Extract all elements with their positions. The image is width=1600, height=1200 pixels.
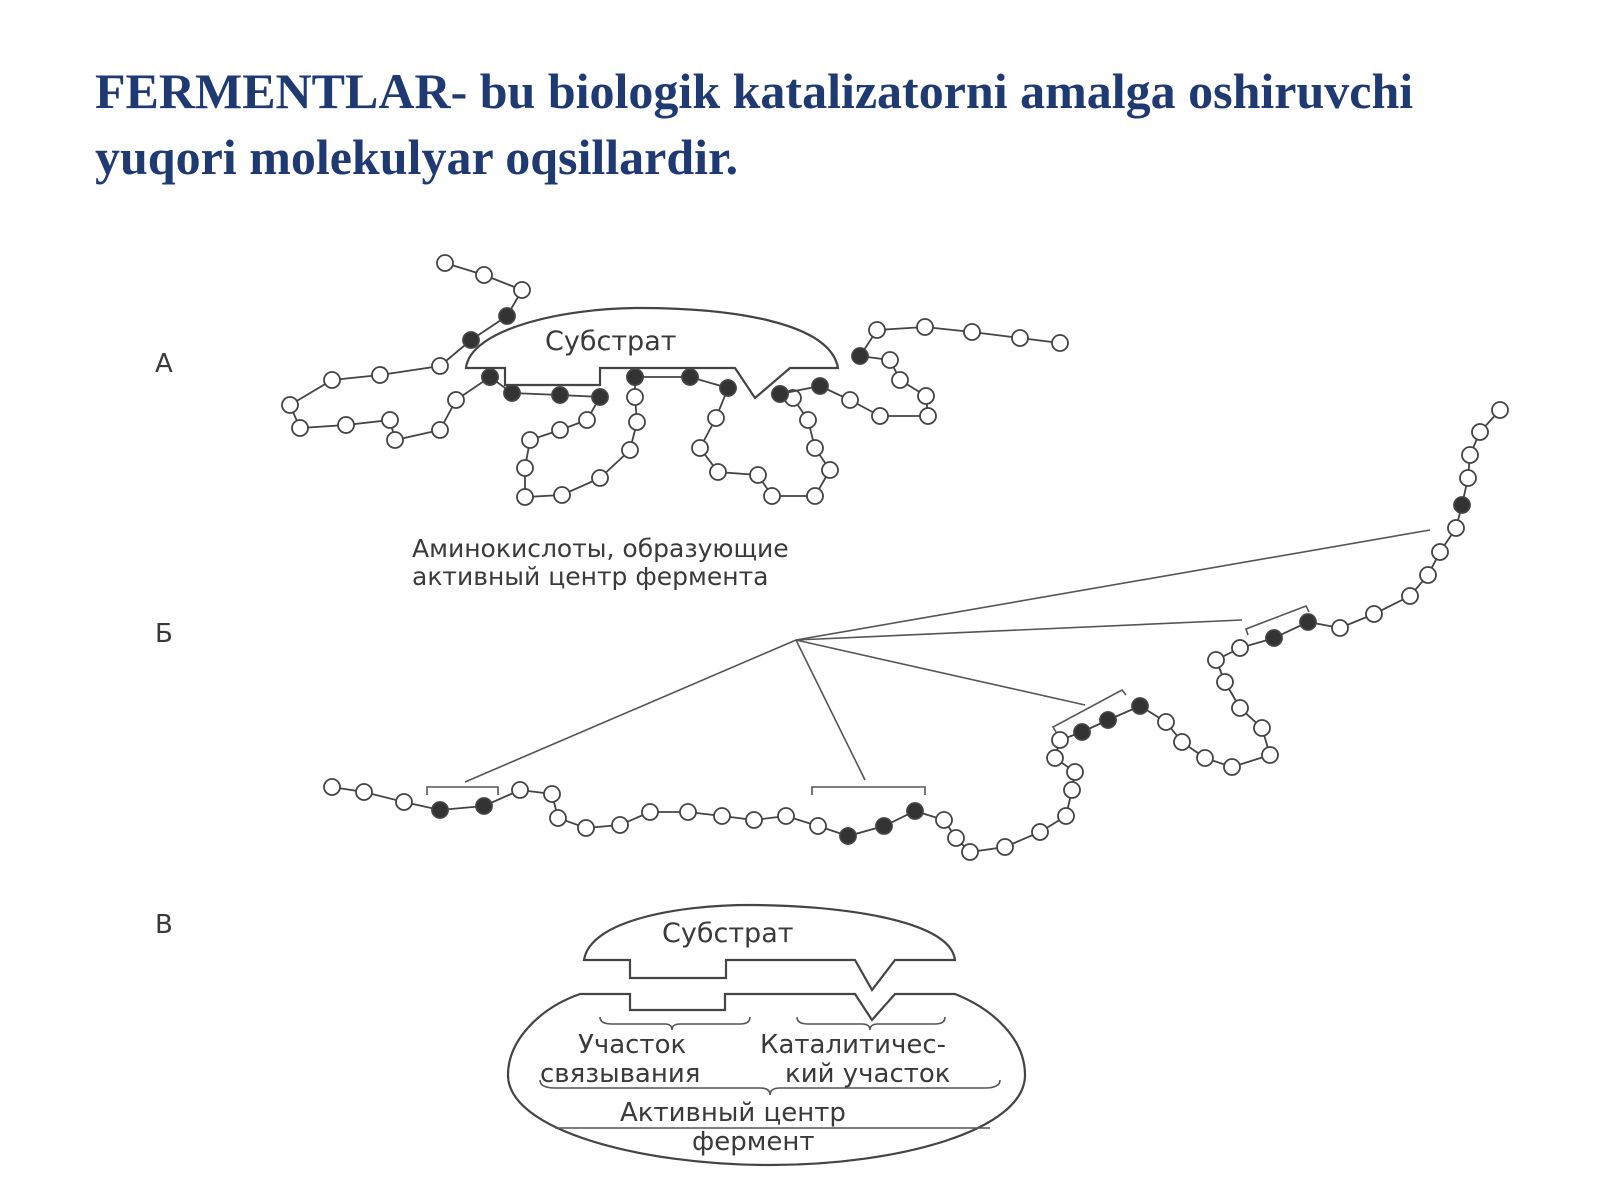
amino-acid-bead xyxy=(338,417,354,433)
panel-c-binding-label-line1: Участок xyxy=(578,1030,687,1060)
active-site-amino-acid xyxy=(1132,698,1148,714)
chain-backbone xyxy=(290,263,522,440)
amino-acid-bead xyxy=(324,372,340,388)
amino-acid-bead xyxy=(764,488,780,504)
amino-acid-bead xyxy=(1254,720,1270,736)
amino-acid-bead xyxy=(476,267,492,283)
slide-title-line1: FERMENTLAR- bu biologik katalizatorni amalga oshiruvchi xyxy=(95,63,1414,119)
amino-acid-bead xyxy=(710,464,726,480)
amino-acid-bead xyxy=(512,782,528,798)
amino-acid-bead xyxy=(920,408,936,424)
amino-acid-bead xyxy=(448,392,464,408)
amino-acid-bead xyxy=(517,489,533,505)
active-site-amino-acid xyxy=(1266,630,1282,646)
amino-acid-bead xyxy=(1064,782,1080,798)
amino-acid-bead xyxy=(1067,764,1083,780)
amino-acid-bead xyxy=(552,422,568,438)
active-site-amino-acid xyxy=(592,389,608,405)
amino-acid-bead xyxy=(629,414,645,430)
active-site-amino-acid xyxy=(432,802,448,818)
amino-acid-bead xyxy=(807,440,823,456)
panel-b-polypeptide-chain xyxy=(324,402,1508,860)
amino-acid-bead xyxy=(936,812,952,828)
amino-acid-bead xyxy=(522,432,538,448)
panel-c-substrate-label: Субстрат xyxy=(662,918,794,949)
panel-b-caption-line1: Аминокислоты, образующие xyxy=(412,534,789,563)
amino-acid-bead xyxy=(622,442,638,458)
amino-acid-bead xyxy=(544,786,560,802)
amino-acid-bead xyxy=(964,324,980,340)
amino-acid-bead xyxy=(387,432,403,448)
amino-acid-bead xyxy=(432,422,448,438)
panel-a-substrate-label: Субстрат xyxy=(545,326,677,357)
panel-b-caption-line2: активный центр фермента xyxy=(412,562,769,591)
amino-acid-bead xyxy=(1472,424,1488,440)
amino-acid-bead xyxy=(612,817,628,833)
panel-a-polypeptide-chain xyxy=(282,255,1068,505)
active-site-amino-acid xyxy=(1074,724,1090,740)
amino-acid-bead xyxy=(592,470,608,486)
panel-c-active-center-label-line2: фермент xyxy=(692,1127,815,1157)
amino-acid-bead xyxy=(517,460,533,476)
amino-acid-bead xyxy=(948,830,964,846)
active-site-amino-acid xyxy=(772,386,788,402)
amino-acid-bead xyxy=(1058,808,1074,824)
amino-acid-bead xyxy=(708,410,724,426)
active-site-amino-acid xyxy=(1100,712,1116,728)
amino-acid-bead xyxy=(1032,824,1048,840)
amino-acid-bead xyxy=(550,810,566,826)
amino-acid-bead xyxy=(1174,734,1190,750)
amino-acid-bead xyxy=(356,784,372,800)
active-site-amino-acid xyxy=(627,369,643,385)
amino-acid-bead xyxy=(822,462,838,478)
panel-c-catalytic-label-line2: кий участок xyxy=(785,1059,951,1089)
amino-acid-bead xyxy=(810,818,826,834)
amino-acid-bead xyxy=(1332,620,1348,636)
amino-acid-bead xyxy=(778,808,794,824)
amino-acid-bead xyxy=(1402,588,1418,604)
amino-acid-bead xyxy=(382,412,398,428)
amino-acid-bead xyxy=(1052,732,1068,748)
amino-acid-bead xyxy=(800,412,816,428)
active-site-amino-acid xyxy=(504,385,520,401)
amino-acid-bead xyxy=(1462,447,1478,463)
amino-acid-bead xyxy=(1366,606,1382,622)
amino-acid-bead xyxy=(1208,652,1224,668)
amino-acid-bead xyxy=(579,412,595,428)
amino-acid-bead xyxy=(627,389,643,405)
panel-b-brackets xyxy=(427,606,1309,795)
active-site-amino-acid xyxy=(907,803,923,819)
active-site-amino-acid xyxy=(852,348,868,364)
panel-b-letter: Б xyxy=(155,619,173,649)
amino-acid-bead xyxy=(1448,520,1464,536)
amino-acid-bead xyxy=(692,440,708,456)
active-site-amino-acid xyxy=(682,369,698,385)
amino-acid-bead xyxy=(872,408,888,424)
amino-acid-bead xyxy=(882,352,898,368)
amino-acid-bead xyxy=(807,488,823,504)
amino-acid-bead xyxy=(1012,330,1028,346)
amino-acid-bead xyxy=(917,319,933,335)
active-site-amino-acid xyxy=(1454,497,1470,513)
chain-backbone xyxy=(332,410,1500,852)
panel-c-active-center-label-line1: Активный центр xyxy=(620,1098,846,1128)
amino-acid-bead xyxy=(918,388,934,404)
amino-acid-bead xyxy=(432,358,448,374)
panel-c-binding-label-line2: связывания xyxy=(540,1059,701,1089)
amino-acid-bead xyxy=(1052,335,1068,351)
amino-acid-bead xyxy=(282,397,298,413)
amino-acid-bead xyxy=(437,255,453,271)
amino-acid-bead xyxy=(1420,567,1436,583)
active-site-amino-acid xyxy=(463,332,479,348)
amino-acid-bead xyxy=(997,839,1013,855)
amino-acid-bead xyxy=(292,420,308,436)
amino-acid-bead xyxy=(1232,640,1248,656)
panel-c-letter: В xyxy=(155,910,173,940)
amino-acid-bead xyxy=(746,812,762,828)
active-site-amino-acid xyxy=(482,369,498,385)
amino-acid-bead xyxy=(1460,470,1476,486)
amino-acid-bead xyxy=(1197,750,1213,766)
amino-acid-bead xyxy=(869,322,885,338)
active-site-amino-acid xyxy=(876,818,892,834)
amino-acid-bead xyxy=(578,820,594,836)
amino-acid-bead xyxy=(842,392,858,408)
amino-acid-bead xyxy=(750,467,766,483)
amino-acid-bead xyxy=(1232,700,1248,716)
amino-acid-bead xyxy=(324,779,340,795)
amino-acid-bead xyxy=(372,367,388,383)
amino-acid-bead xyxy=(680,804,696,820)
active-site-amino-acid xyxy=(552,387,568,403)
amino-acid-bead xyxy=(892,372,908,388)
panel-a-letter: А xyxy=(155,349,173,379)
amino-acid-bead xyxy=(1047,750,1063,766)
amino-acid-bead xyxy=(1492,402,1508,418)
amino-acid-bead xyxy=(1217,674,1233,690)
slide-title-line2: yuqori molekulyar oqsillardir. xyxy=(95,129,739,185)
amino-acid-bead xyxy=(514,282,530,298)
amino-acid-bead xyxy=(396,794,412,810)
amino-acid-bead xyxy=(1432,544,1448,560)
amino-acid-bead xyxy=(642,804,658,820)
amino-acid-bead xyxy=(1262,747,1278,763)
amino-acid-bead xyxy=(554,487,570,503)
amino-acid-bead xyxy=(714,808,730,824)
amino-acid-bead xyxy=(1158,714,1174,730)
active-site-amino-acid xyxy=(1300,614,1316,630)
panel-c-catalytic-label-line1: Каталитичес- xyxy=(760,1030,947,1060)
amino-acid-bead xyxy=(1224,759,1240,775)
active-site-amino-acid xyxy=(476,798,492,814)
active-site-amino-acid xyxy=(840,828,856,844)
amino-acid-bead xyxy=(962,844,978,860)
active-site-amino-acid xyxy=(499,308,515,324)
active-site-amino-acid xyxy=(720,380,736,396)
active-site-amino-acid xyxy=(812,378,828,394)
